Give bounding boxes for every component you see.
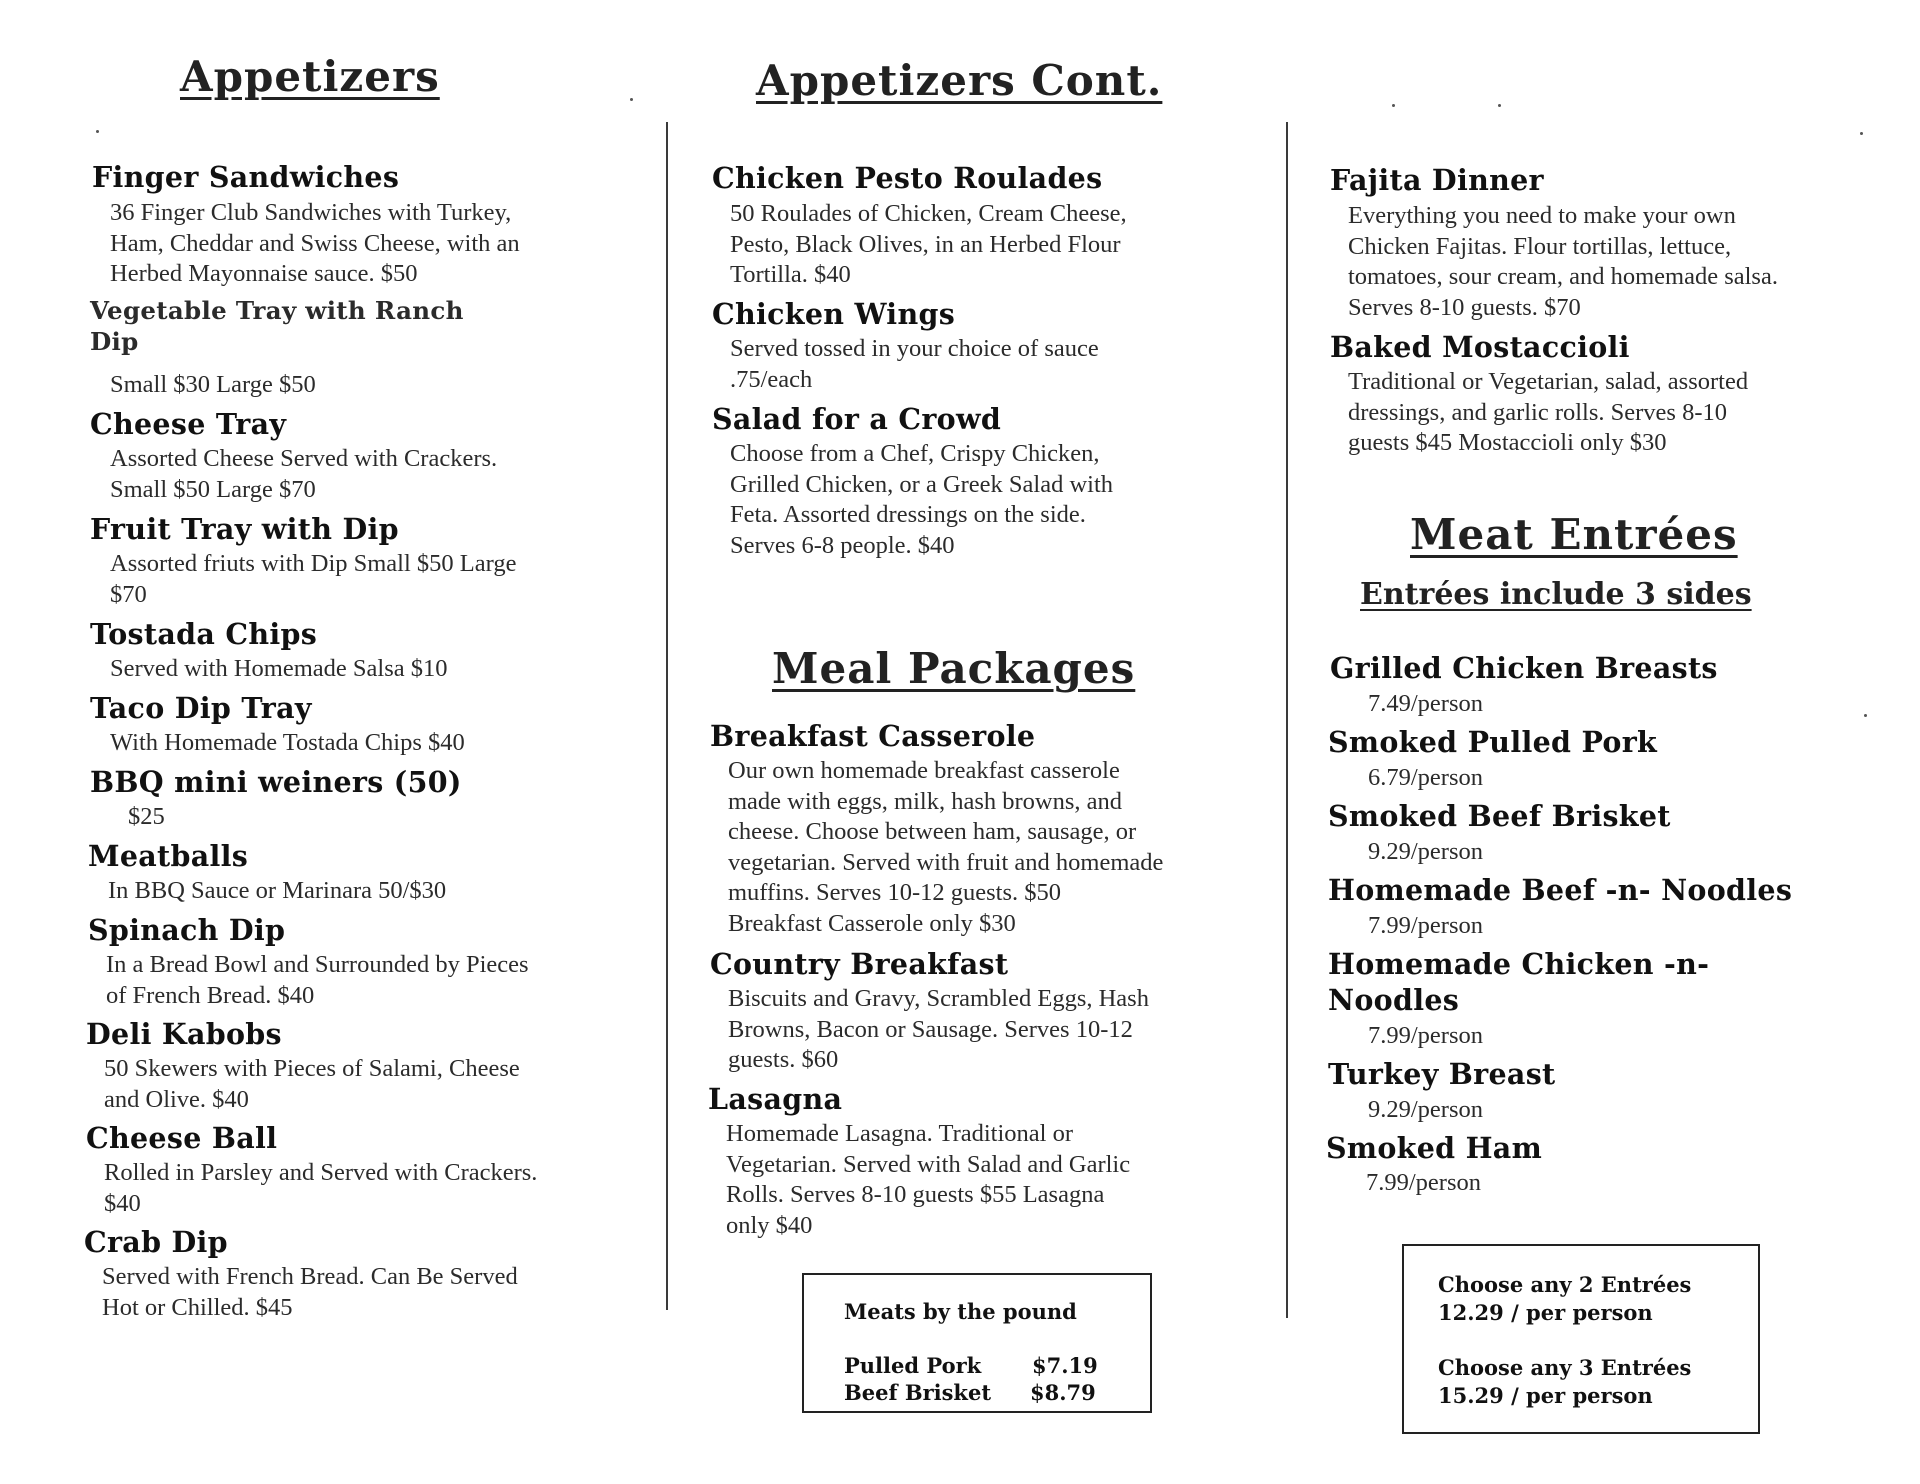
menu-item-description: Assorted friuts with Dip Small $50 Large $70 — [110, 550, 517, 608]
meat-entrees-heading: Meat Entrées — [1410, 510, 1738, 559]
menu-item-name: Spinach Dip — [88, 913, 286, 947]
menu-item-description: Homemade Lasagna. Traditional or Vegetarian. Served with Salad and Garlic Rolls. Serves 8-10 guests $55 Lasagna only $40 — [726, 1120, 1131, 1239]
menu-item-description: Served with Homemade Salsa $10 — [110, 655, 448, 682]
entree-combo-box — [1402, 1244, 1760, 1434]
menu-item-name: Country Breakfast — [710, 947, 1009, 981]
menu-item-description: $25 — [128, 803, 165, 830]
meats-by-pound-box — [802, 1273, 1152, 1413]
menu-item-name: Breakfast Casserole — [710, 719, 1036, 753]
menu-item-name: Taco Dip Tray — [90, 691, 312, 725]
menu-item-name: Homemade Beef -n- Noodles — [1328, 873, 1793, 907]
beef-brisket-label: Beef Brisket — [844, 1380, 992, 1405]
appetizers-heading: Appetizers — [180, 52, 440, 101]
menu-item-name: Homemade Chicken -n- Noodles — [1328, 947, 1710, 1017]
column-divider-left — [666, 122, 668, 1310]
menu-item-name: Cheese Ball — [86, 1121, 278, 1155]
two-entrees-price: 12.29 / per person — [1438, 1300, 1653, 1325]
menu-item-description: In a Bread Bowl and Surrounded by Pieces of French Bread. $40 — [106, 951, 529, 1009]
menu-item-name: Deli Kabobs — [86, 1017, 282, 1051]
menu-item-description: Served with French Bread. Can Be Served Hot or Chilled. $45 — [102, 1263, 518, 1321]
menu-item-description: 36 Finger Club Sandwiches with Turkey, Ham, Cheddar and Swiss Cheese, with an Herbed Mayonnaise sauce. $50 — [110, 199, 520, 287]
scan-speck — [1860, 132, 1863, 135]
menu-item-description: Biscuits and Gravy, Scrambled Eggs, Hash Browns, Bacon or Sausage. Serves 10-12 guests. $60 — [728, 985, 1149, 1073]
menu-item-description: 50 Skewers with Pieces of Salami, Cheese and Olive. $40 — [104, 1055, 520, 1113]
menu-item-name: Fruit Tray with Dip — [90, 512, 399, 546]
menu-item-name: Smoked Ham — [1326, 1131, 1543, 1165]
menu-item-description: With Homemade Tostada Chips $40 — [110, 729, 465, 756]
entrees-include-sides: Entrées include 3 sides — [1360, 577, 1752, 612]
menu-item-name: Vegetable Tray with Ranch Dip — [90, 296, 464, 356]
menu-item-description: Small $30 Large $50 — [110, 371, 316, 398]
three-entrees-price: 15.29 / per person — [1438, 1383, 1653, 1408]
menu-item-description: 7.99/person — [1368, 1022, 1483, 1049]
menu-item-name: Tostada Chips — [90, 617, 318, 651]
scan-speck — [1392, 104, 1395, 107]
menu-item-description: 7.99/person — [1368, 912, 1483, 939]
menu-item-description: 6.79/person — [1368, 764, 1483, 791]
menu-item-description: Rolled in Parsley and Served with Crackers. $40 — [104, 1159, 538, 1217]
menu-item-description: 50 Roulades of Chicken, Cream Cheese, Pesto, Black Olives, in an Herbed Flour Tortilla. $40 — [730, 200, 1127, 288]
scan-speck — [1864, 714, 1867, 717]
scan-speck — [1498, 104, 1501, 107]
scan-speck — [96, 130, 99, 133]
two-entrees-label: Choose any 2 Entrées — [1438, 1272, 1692, 1297]
menu-item-name: BBQ mini weiners (50) — [90, 765, 462, 799]
menu-item-name: Crab Dip — [84, 1225, 228, 1259]
menu-item-name: Smoked Beef Brisket — [1328, 799, 1671, 833]
menu-item-description: In BBQ Sauce or Marinara 50/$30 — [108, 877, 447, 904]
menu-item-name: Meatballs — [88, 839, 249, 873]
menu-item-name: Turkey Breast — [1328, 1057, 1556, 1091]
menu-item-name: Cheese Tray — [90, 407, 287, 441]
menu-item-name: Salad for a Crowd — [712, 402, 1002, 436]
column-divider-right — [1286, 122, 1288, 1318]
menu-item-name: Smoked Pulled Pork — [1328, 725, 1658, 759]
menu-item-name: Grilled Chicken Breasts — [1330, 651, 1718, 685]
three-entrees-label: Choose any 3 Entrées — [1438, 1355, 1692, 1380]
meats-by-pound-title: Meats by the pound — [844, 1299, 1077, 1324]
menu-item-description: 9.29/person — [1368, 1096, 1483, 1123]
appetizers-cont-heading: Appetizers Cont. — [756, 56, 1163, 105]
menu-item-name: Chicken Pesto Roulades — [712, 161, 1103, 195]
pulled-pork-price: $7.19 — [1032, 1353, 1098, 1378]
menu-item-description: 7.99/person — [1366, 1169, 1481, 1196]
menu-item-name: Lasagna — [708, 1082, 843, 1116]
menu-item-description: Assorted Cheese Served with Crackers. Small $50 Large $70 — [110, 445, 498, 503]
menu-item-description: Our own homemade breakfast casserole made with eggs, milk, hash browns, and cheese. Choose between ham, sausage, or vegetarian. Served with fruit and homemade muffins. Serves 10-12 guests. $50 Breakfast Casserole only $30 — [728, 757, 1164, 937]
scan-speck — [630, 98, 633, 101]
menu-item-description: Everything you need to make your own Chicken Fajitas. Flour tortillas, lettuce, tomatoes, sour cream, and homemade salsa. Serves 8-10 guests. $70 — [1348, 202, 1778, 321]
menu-item-name: Fajita Dinner — [1330, 163, 1544, 197]
menu-item-name: Baked Mostaccioli — [1330, 330, 1630, 364]
beef-brisket-price: $8.79 — [1030, 1380, 1096, 1405]
menu-item-description: Served tossed in your choice of sauce .75/each — [730, 335, 1099, 393]
menu-item-description: 9.29/person — [1368, 838, 1483, 865]
menu-item-description: 7.49/person — [1368, 690, 1483, 717]
menu-item-name: Finger Sandwiches — [92, 160, 400, 194]
menu-item-name: Chicken Wings — [712, 297, 956, 331]
menu-item-description: Choose from a Chef, Crispy Chicken, Grilled Chicken, or a Greek Salad with Feta. Assorted dressings on the side. Serves 6-8 people. $40 — [730, 440, 1114, 559]
meal-packages-heading: Meal Packages — [772, 644, 1136, 693]
menu-item-description: Traditional or Vegetarian, salad, assorted dressings, and garlic rolls. Serves 8-10 guests $45 Mostaccioli only $30 — [1348, 368, 1749, 456]
pulled-pork-label: Pulled Pork — [844, 1353, 982, 1378]
